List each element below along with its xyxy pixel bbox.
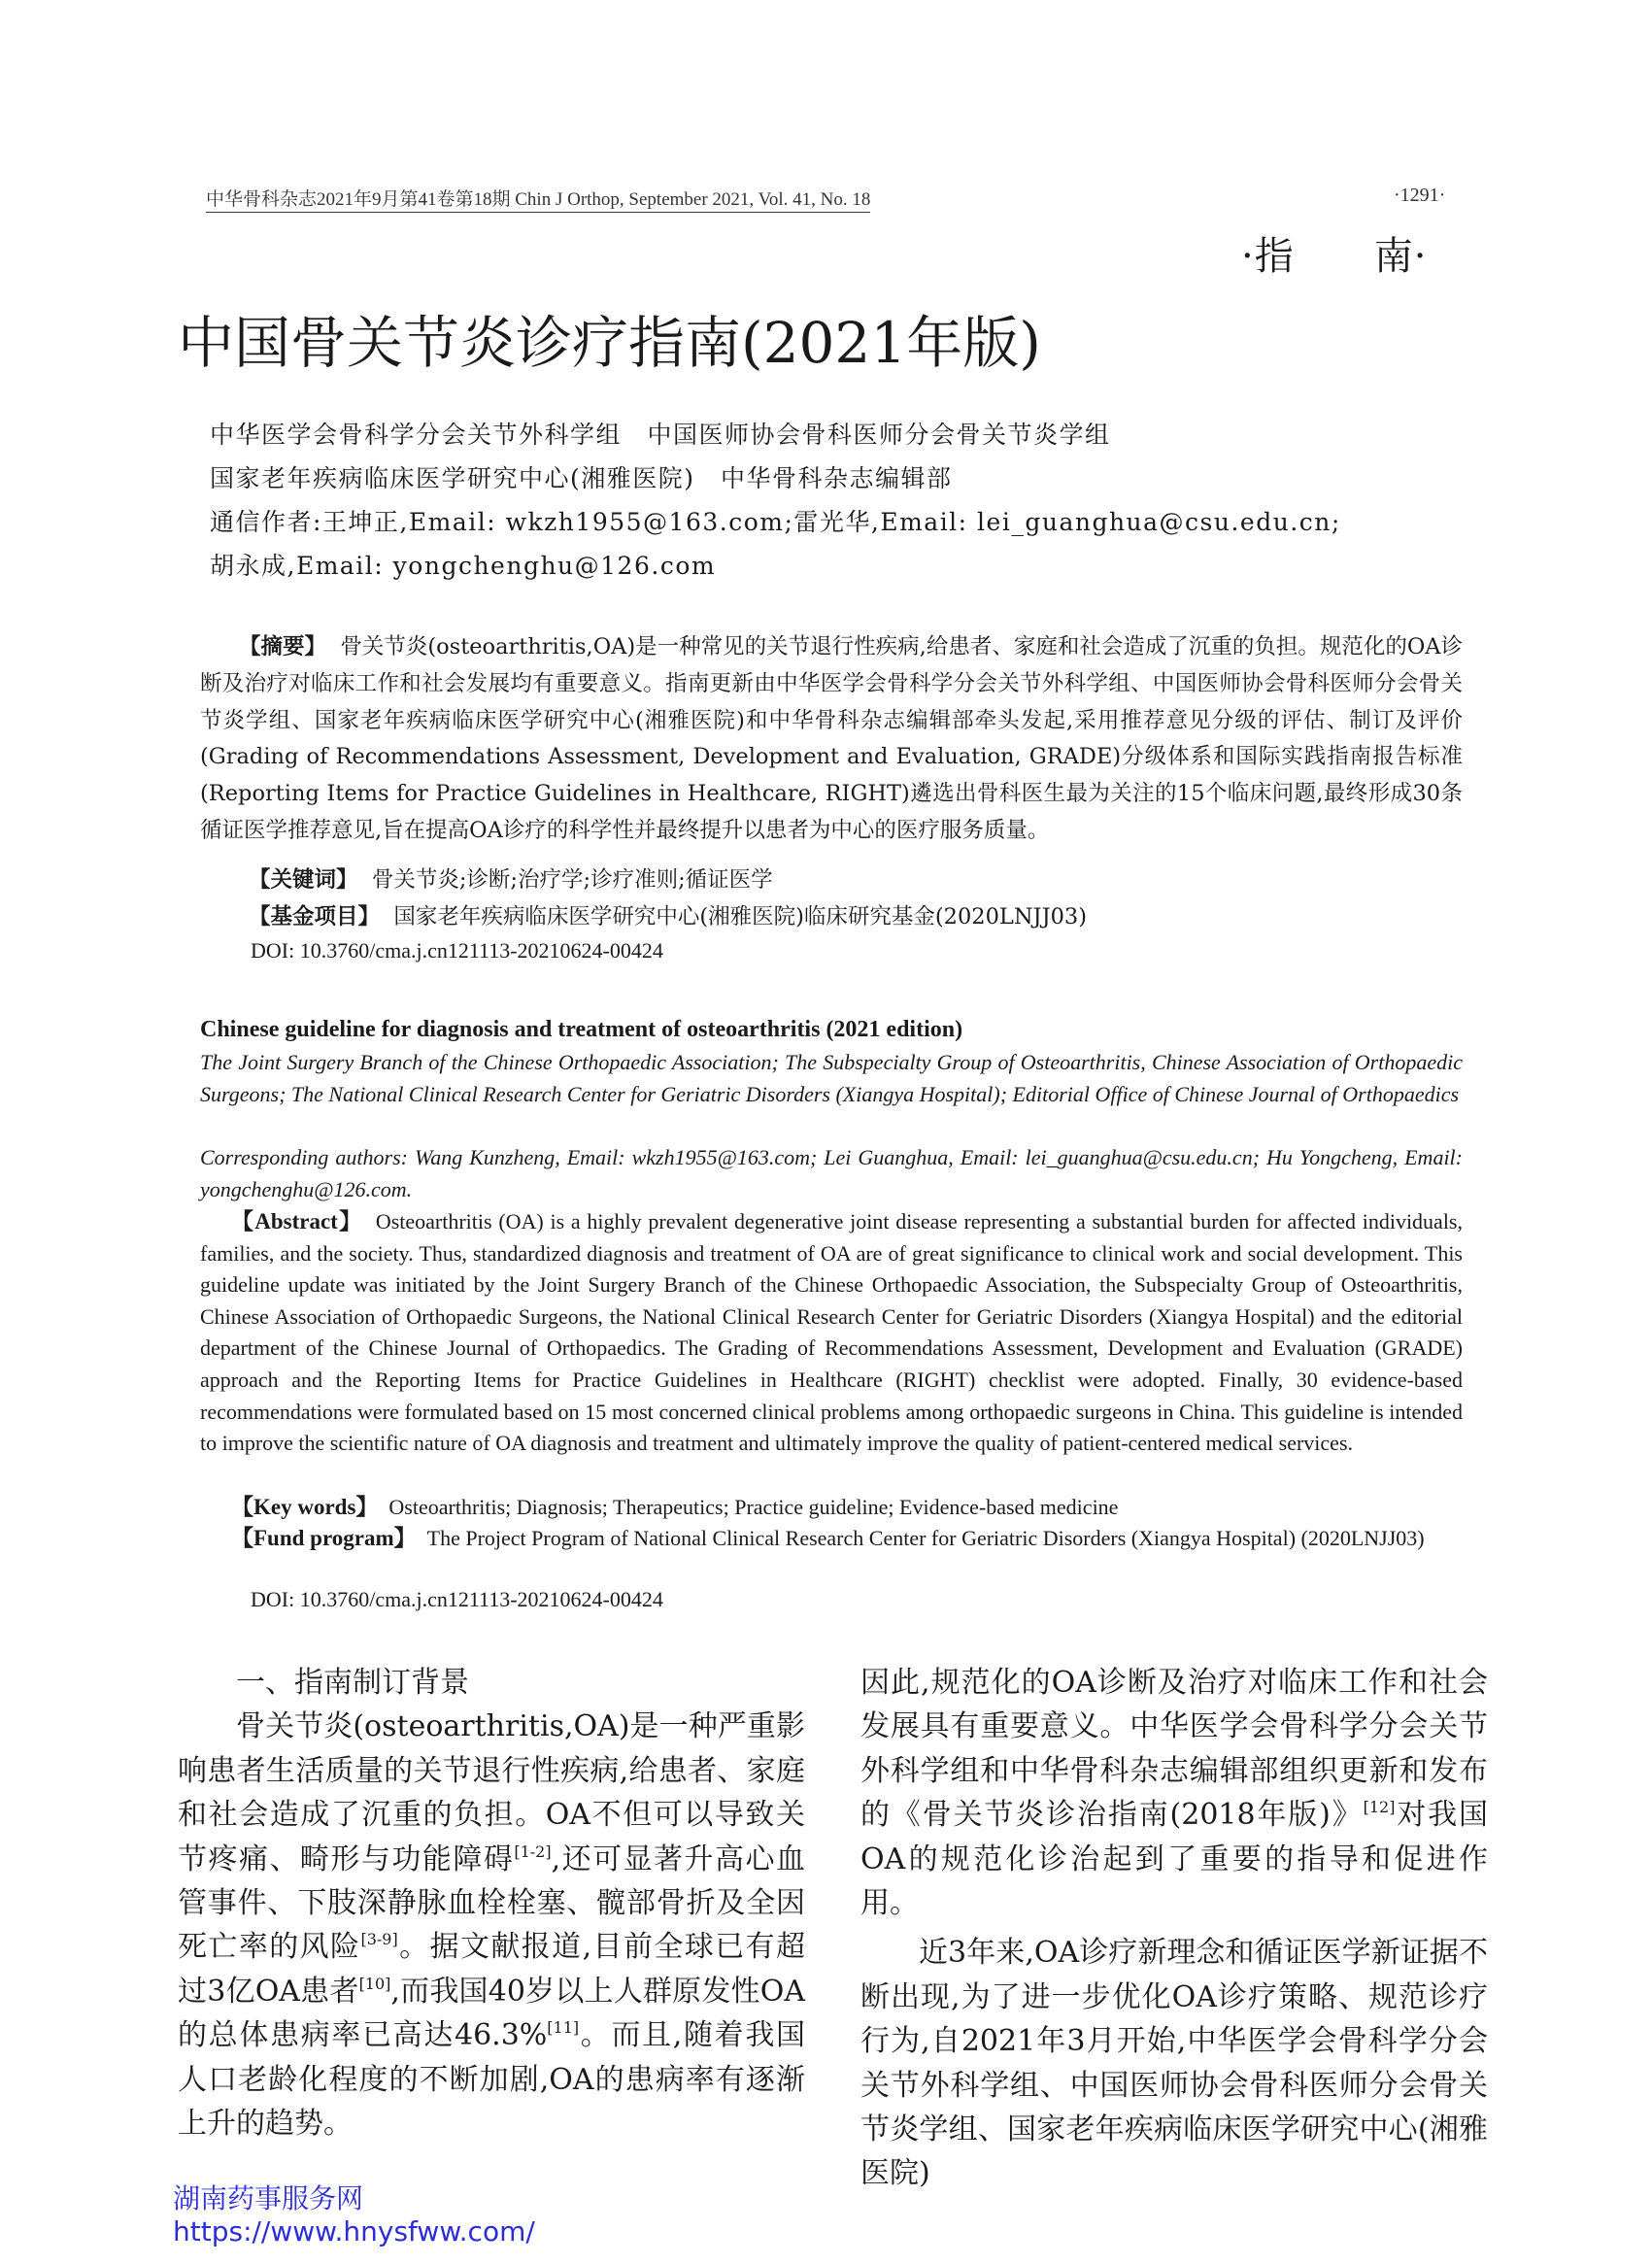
en-keywords-label: 【Key words】 [231,1495,379,1519]
citation[interactable]: [11] [547,2018,580,2038]
citation[interactable]: [1-2] [514,1842,552,1861]
page-number: ·1291· [1394,185,1446,206]
citation[interactable]: [10] [358,1974,391,1993]
en-corresponding: Corresponding authors: Wang Kunzheng, Email: wkzh1955@163.com; Lei Guanghua, Email: lei_guanghua@csu.edu.cn; Hu Yongcheng, Email: yongchenghu@126.com. [200,1145,1463,1201]
running-head: 中华骨科杂志2021年9月第41卷第18期 Chin J Orthop, September 2021, Vol. 41, No. 18 [206,185,870,213]
paper-title: 中国骨关节炎诊疗指南(2021年版) [178,310,1041,376]
en-fund [200,1523,1463,1555]
zh-fund-label: 【基金项目】 [249,904,381,929]
section-heading: 一、指南制订背景 [236,1666,469,1700]
zh-keywords [249,862,773,894]
affiliation-line-1: 中华医学会骨科学分会关节外科学组 中国医师协会骨科医师分会骨关节炎学组 [210,421,1111,449]
affiliation-line-2: 国家老年疾病临床医学研究中心(湘雅医院) 中华骨科杂志编辑部 [210,464,953,492]
en-keywords-text: Osteoarthritis; Diagnosis; Therapeutics; Practice guideline; Evidence-based medicine [388,1495,1119,1519]
en-abstract-text: Osteoarthritis (OA) is a highly prevalent degenerative joint disease representing a substantial burden for affected individuals, families, and the society. Thus, standardized diagnosis and treatment of OA are of great significance to clinical work and social development. This guideline update was initiated by the Joint Surgery Branch of the Chinese Orthopaedic Association, the Subspecialty Group of Osteoarthritis, Chinese Association of Orthopaedic Surgeons, the National Clinical Research Center for Geriatric Disorders (Xiangya Hospital) and the editorial department of the Chinese Journal of Orthopaedics. The Grading of Recommendations Assessment, Development and Evaluation (GRADE) approach and the Reporting Items for Practice Guidelines in Healthcare (RIGHT) checklist were adopted. Finally, 30 evidence-based recommendations were formulated based on 15 most concerned clinical problems among orthopaedic surgeons in China. This guideline is intended to improve the scientific nature of OA diagnosis and treatment and ultimately improve the quality of patient-centered medical services. [200,1209,1463,1456]
body-paragraph: 因此,规范化的OA诊断及治疗对临床工作和社会发展具有重要意义。中华医学会骨科学分会关节外科学组和中华骨科杂志编辑部组织更新和发布的《骨关节炎诊治指南(2018年版)》[12]对我国OA的规范化诊治起到了重要的指导和促进作用。 [860,1666,1489,1921]
zh-abstract [200,629,1463,850]
corresponding-authors-line-1: 通信作者:王坤正,Email: wkzh1955@163.com;雷光华,Email: lei_guanghua@csu.edu.cn; [210,508,1341,536]
zh-fund-text: 国家老年疾病临床医学研究中心(湘雅医院)临床研究基金(2020LNJJ03) [393,904,1088,929]
watermark [173,2182,535,2248]
zh-fund [249,899,1087,930]
watermark-site-name: 湖南药事服务网 [173,2182,364,2214]
en-abstract [200,1206,1463,1460]
en-keywords [200,1492,1463,1524]
body-paragraph: 近3年来,OA诊疗新理念和循证医学新证据不断出现,为了进一步优化OA诊疗策略、规范诊疗行为,自2021年3月开始,中华医学会骨科学分会关节外科学组、中国医师协会骨科医师分会骨关节炎学组、国家老年疾病临床医学研究中心(湘雅医院) [860,1936,1488,2191]
en-fund-label: 【Fund program】 [231,1526,417,1550]
en-title: Chinese guideline for diagnosis and treatment of osteoarthritis (2021 edition) [200,1017,963,1042]
body-left-column [178,1661,805,2146]
citation[interactable]: [12] [1363,1798,1396,1817]
citation[interactable]: [3-9] [360,1930,398,1949]
zh-keywords-text: 骨关节炎;诊断;治疗学;诊疗准则;循证医学 [371,867,773,893]
zh-doi: DOI: 10.3760/cma.j.cn121113-20210624-00424 [251,938,663,963]
watermark-url[interactable]: https://www.hnysfww.com/ [173,2215,535,2247]
corresponding-authors-line-2: 胡永成,Email: yongchenghu@126.com [210,552,717,580]
body-right-column [860,1661,1488,2196]
en-authors: The Joint Surgery Branch of the Chinese Orthopaedic Association; The Subspecialty Group of Osteoarthritis, Chinese Association of Orthopaedic Surgeons; The National Clinical Research Center for Geriatric Disorders (Xiangya Hospital); Editorial Office of Chinese Journal of Orthopaedics [200,1050,1463,1106]
en-abstract-label: 【Abstract】 [231,1209,363,1233]
zh-abstract-text: 骨关节炎(osteoarthritis,OA)是一种常见的关节退行性疾病,给患者、家庭和社会造成了沉重的负担。规范化的OA诊断及治疗对临床工作和社会发展均有重要意义。指南更新由中华医学会骨科学分会关节外科学组、中国医师协会骨科医师分会骨关节炎学组、国家老年疾病临床医学研究中心(湘雅医院)和中华骨科杂志编辑部牵头发起,采用推荐意见分级的评估、制订及评价(Grading of Recommendations Assessment, Development and Evaluation, GRADE)分级体系和国际实践指南报告标准(Reporting Items for Practice Guidelines in Healthcare, RIGHT)遴选出骨科医生最为关注的15个临床问题,最终形成30条循证医学推荐意见,旨在提高OA诊疗的科学性并最终提升以患者为中心的医疗服务质量。 [200,634,1464,843]
body-paragraph: 骨关节炎(osteoarthritis,OA)是一种严重影响患者生活质量的关节退行性疾病,给患者、家庭和社会造成了沉重的负担。OA不但可以导致关节疼痛、畸形与功能障碍[1-2],还可显著升高心血管事件、下肢深静脉血栓栓塞、髋部骨折及全因死亡率的风险[3-9]。据文献报道,目前全球已有超过3亿OA患者[10],而我国40岁以上人群原发性OA的总体患病率已高达46.3%[11]。而且,随着我国人口老龄化程度的不断加剧,OA的患病率有逐渐上升的趋势。 [178,1709,805,2142]
column-label: ·指 南· [1241,234,1428,279]
en-fund-text: The Project Program of National Clinical Research Center for Geriatric Disorders (Xiangya Hospital) (2020LNJJ03) [426,1526,1425,1550]
zh-keywords-label: 【关键词】 [249,867,358,893]
zh-abstract-label: 【摘要】 [239,634,327,659]
en-doi: DOI: 10.3760/cma.j.cn121113-20210624-00424 [251,1587,663,1611]
